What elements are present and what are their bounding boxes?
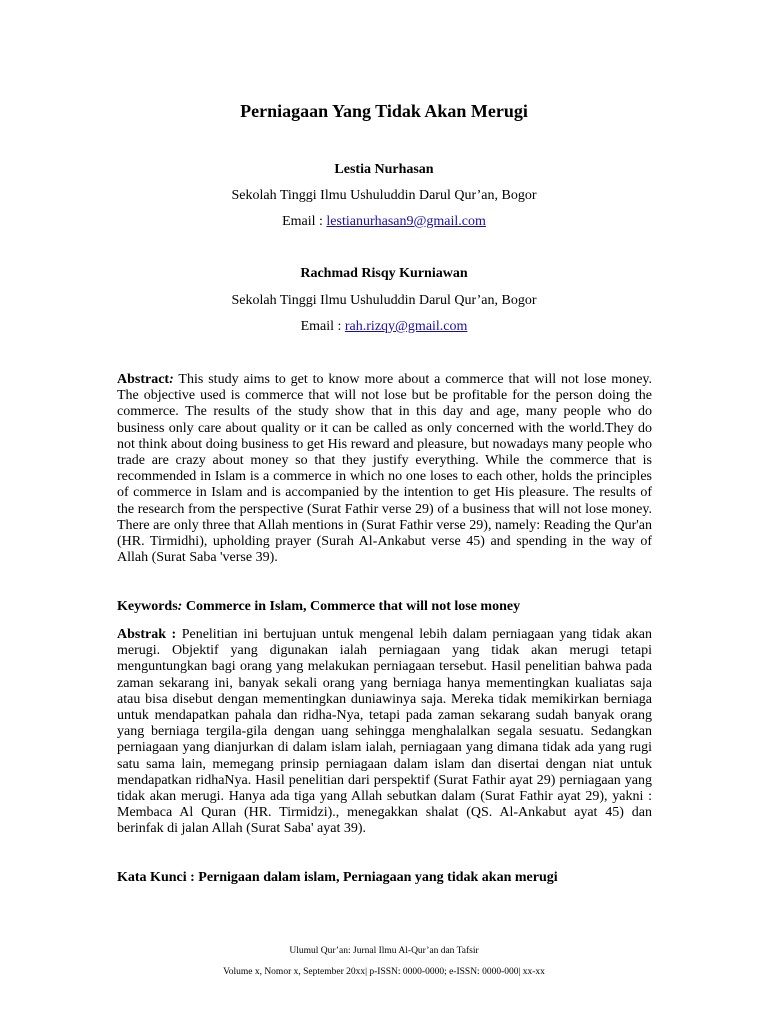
keywords-english-text: Commerce in Islam, Commerce that will not lose money — [182, 599, 521, 614]
footer-journal-name: Ulumul Qur’an: Jurnal Ilmu Al-Qur’an dan Tafsir — [289, 946, 479, 956]
abstract-indonesian-label: Abstrak : — [117, 627, 177, 642]
author-2-affiliation: Sekolah Tinggi Ilmu Ushuluddin Darul Qur’an, Bogor — [231, 293, 537, 308]
abstract-english-label: Abstract — [117, 372, 170, 387]
author-2-email-link[interactable]: rah.rizqy@gmail.com — [344, 319, 468, 334]
author-1-email-line — [0, 214, 768, 230]
author-1-affiliation: Sekolah Tinggi Ilmu Ushuluddin Darul Qur’an, Bogor — [231, 188, 537, 203]
author-2-email-label: Email : — [300, 319, 345, 334]
abstract-english — [117, 372, 652, 566]
keywords-english-colon: : — [177, 599, 183, 614]
author-2-name: Rachmad Risqy Kurniawan — [300, 266, 468, 281]
author-1-email-label: Email : — [282, 214, 327, 229]
abstract-english-text: This study aims to get to know more about a commerce that will not lose money. The objective used is commerce that will not lose but be profitable for the person doing the commerce. The results of the study show that in this day and age, many people who do business only care about quality or it can be called as only concerned with the world.They do not think about doing business to get His reward and pleasure, but nowadays many people who trade are crazy about money so that they justify everything. While the commerce that is recommended in Islam is a commerce in which no one loses to each other, holds the principles of commerce in Islam and is accompanied by the intention to get His pleasure. The results of the research from the perspective (Surat Fathir verse 29) of a business that will not lose money. There are only three that Allah mentions in (Surat Fathir verse 29), namely: Reading the Qur'an (HR. Tirmidhi), upholding prayer (Surah Al-Ankabut verse 45) and spending in the way of Allah (Surat Saba 'verse 39). — [117, 372, 652, 566]
keywords-indonesian: Kata Kunci : Pernigaan dalam islam, Perniagaan yang tidak akan merugi — [117, 870, 558, 885]
abstract-english-colon: : — [169, 372, 174, 387]
keywords-english-label: Keywords — [117, 599, 178, 614]
abstract-indonesian-text: Penelitian ini bertujuan untuk mengenal lebih dalam perniagaan yang tidak akan merugi. Objektif yang digunakan ialah perniagaan yang tidak akan merugi tetapi menguntungkan bagi orang yang melakukan perniagaan tersebut. Hasil penelitian bahwa pada zaman sekarang ini, banyak sekali orang yang berniaga hanya mementingkan kualiatas saja atau bisa disebut dengan mementingkan duniawinya saja. Mereka tidak memikirkan berniaga untuk mendapatkan pahala dan ridha-Nya, tetapi pada zaman sekarang sudah banyak orang yang berniaga tergila-gila dengan uang sehingga menghalalkan segala sesuatu. Sedangkan perniagaan yang dianjurkan di dalam islam ialah, perniagaan yang dimana tidak ada yang rugi satu sama lain, memegang prinsip perniagaan dalam islam dan disertai dengan niat untuk mendapatkan ridhaNya. Hasil penelitian dari perspektif (Surat Fathir ayat 29) perniagaan yang tidak akan merugi. Hanya ada tiga yang Allah sebutkan dalam (Surat Fathir ayat 29), yakni : Membaca Al Quran (HR. Tirmidzi)., menegakkan shalat (QS. Al-Ankabut ayat 45) dan berinfak di jalan Allah (Surat Saba' ayat 39). — [117, 627, 653, 837]
author-2-email-line — [0, 319, 768, 335]
paper-title: Perniagaan Yang Tidak Akan Merugi — [240, 101, 528, 121]
keywords-english — [117, 599, 652, 615]
author-1-name: Lestia Nurhasan — [334, 162, 434, 177]
footer-volume-info: Volume x, Nomor x, September 20xx| p-ISSN: 0000-0000; e-ISSN: 0000-000| xx-xx — [223, 967, 545, 977]
abstract-indonesian — [117, 627, 652, 838]
author-1-email-link[interactable]: lestianurhasan9@gmail.com — [326, 214, 486, 229]
